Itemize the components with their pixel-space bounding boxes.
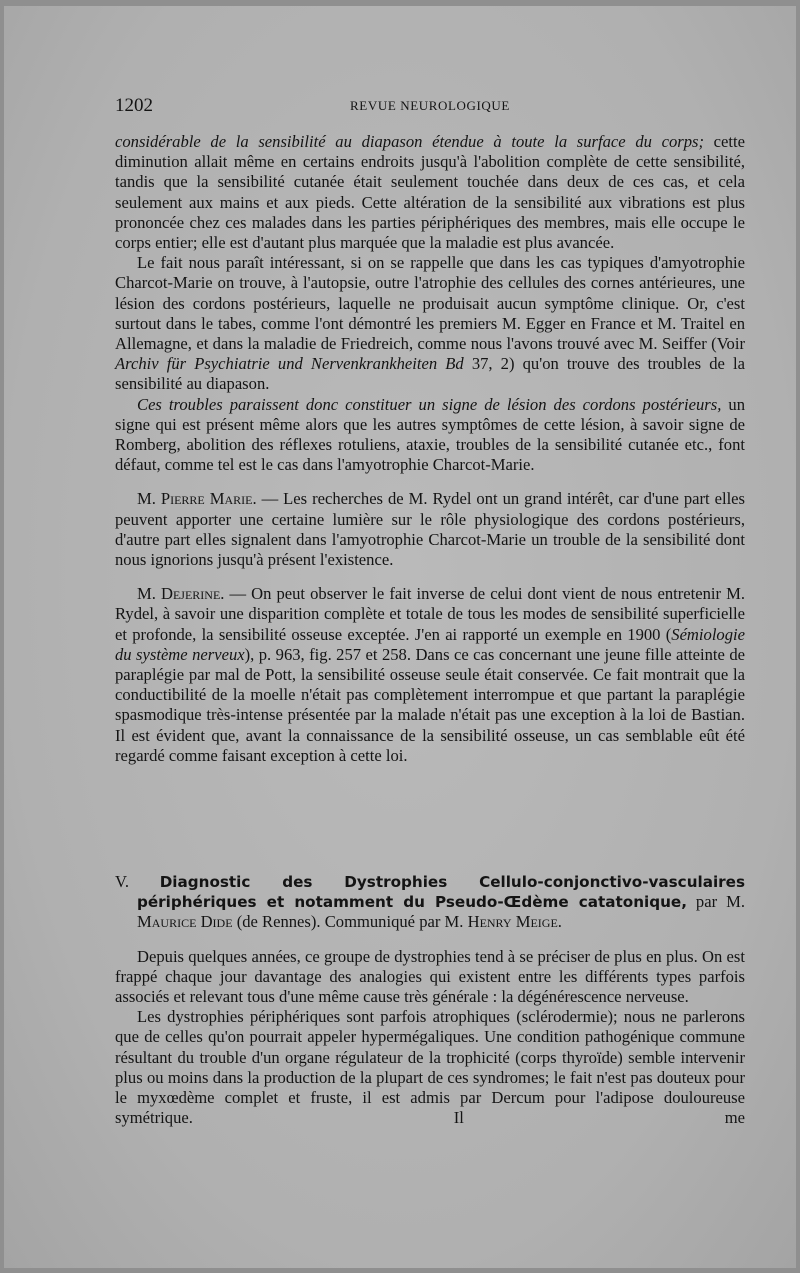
- paragraph-3-text: un signe qui est présent même alors que les autres symptômes de cette lésion, à savoir signe de Romberg, abolition des réflexes rotuliens, ataxie, troubles de la sensibilité cutanée etc., font défaut, comme tel est le cas dans l'amyotrophie Charcot-Marie.: [115, 394, 746, 475]
- section-numeral: V.: [115, 872, 129, 891]
- speaker-dejerine: M. Dejerine.: [137, 584, 225, 604]
- body-text-top: [115, 132, 745, 766]
- page-header: [115, 95, 745, 117]
- section-end: .: [557, 912, 562, 932]
- speaker-pierre-marie: M. Pierre Marie.: [137, 489, 257, 509]
- section-title: Diagnostic des Dystrophies Cellulo-conjonctivo-vasculaires périphériques et notamment du Pseudo-Œdème catatonique,: [137, 873, 745, 912]
- running-title: REVUE NEUROLOGIQUE: [350, 98, 510, 113]
- journal-title: Archiv für Psychiatrie und Nervenkrankheiten Bd: [115, 354, 464, 374]
- section-communicant: M. Henry Meige: [444, 912, 558, 932]
- paragraph-7: Les dystrophies périphériques sont parfois atrophiques (sclérodermie); nous ne parlerons que de celles qu'on pourrait appeler hypermégaliques. Une condition pathogénique commune résultant du trouble d'un organe régulateur de la trophicité (corps thyroïde) semble intervenir plus ou moins dans la production de la plupart de ces syndromes; le fait n'est pas douteux pour le myxœdème complet et fruste, il est admis par Dercum pour l'adipose douloureuse symétrique. Il me: [115, 1007, 745, 1128]
- paragraph-2-text-a: Le fait nous paraît intéressant, si on se rappelle que dans les cas typiques d'amyotrophie Charcot-Marie on trouve, à l'autopsie, outre l'atrophie des cellules des cornes antérieures, une lésion des cordons postérieurs, laquelle ne produisait aucun symptôme clinique. Or, c'est surtout dans le tabes, comme l'ont démontré les premiers M. Egger en France et M. Traitel en Allemagne, et dans la maladie de Friedreich, comme nous l'avons trouvé avec M. Seiffer (Voir: [115, 253, 745, 354]
- body-text-bottom: [115, 872, 745, 1128]
- paragraph-2: [115, 253, 745, 394]
- paragraph-1: [115, 132, 745, 253]
- paragraph-1-text: cette diminution allait même en certains endroits jusqu'à l'abolition complète de cette sensibilité, tandis que la sensibilité cutanée était seulement touchée dans deux de ces cas, et cela seulement aux mains et aux pieds. Cette altération de la sensibilité aux vibrations est plus prononcée chez ces malades dans les parties périphériques des membres, mais elle occupe le corps entier; elle est d'autant plus marquée que la maladie est plus avancée.: [115, 132, 745, 253]
- page-number: 1202: [115, 95, 153, 116]
- paragraph-2-text-b: 37, 2) qu'on trouve des troubles de la sensibilité au diapason.: [115, 354, 745, 394]
- paragraph-1-italic: considérable de la sensibilité au diapason étendue à toute la surface du corps;: [115, 132, 704, 151]
- section-author-place: (de Rennes). Communiqué par: [232, 912, 445, 932]
- paragraph-dejerine-text-a: — On peut observer le fait inverse de celui dont vient de nous entretenir M. Rydel, à savoir une disparition complète et totale de tous les modes de sensibilité superficielle et profonde, la sensibilité osseuse exceptée. J'en ai rapporté un exemple en 1900 (: [115, 584, 745, 644]
- paragraph-6: Depuis quelques années, ce groupe de dystrophies tend à se préciser de plus en plus. On est frappé chaque jour davantage des analogies qui existent entre les différents types parfois associés et relevant tous d'une même cause très générale : la dégénérescence nerveuse.: [115, 946, 745, 1007]
- section-heading: [115, 872, 745, 933]
- paragraph-pierre-marie: [115, 489, 745, 570]
- paragraph-dejerine-text-b: ), p. 963, fig. 257 et 258. Dans ce cas concernant une jeune fille atteinte de paraplégie par mal de Pott, la sensibilité osseuse seule était conservée. Ce fait montrait que la conductibilité de la moelle n'était pas complètement interrompue et que partant la paraplégie spasmodique très-intense présentée par la malade n'était pas une exception à la loi de Bastian. Il est évident que, avant la connaissance de la sensibilité osseuse, un cas semblable eût été regardé comme faisant exception à cette loi.: [115, 644, 745, 765]
- paragraph-dejerine: [115, 584, 745, 766]
- paragraph-3-italic: Ces troubles paraissent donc constituer un signe de lésion des cordons postérieurs,: [137, 394, 722, 414]
- book-title: Sémiologie du système nerveux: [115, 624, 745, 664]
- paragraph-3: [115, 395, 745, 476]
- section-par: par: [686, 892, 727, 912]
- paragraph-pierre-marie-text: — Les recherches de M. Rydel ont un grand intérêt, car d'une part elles peuvent apporter une certaine lumière sur le rôle physiologique des cordons postérieurs, d'autre part elles signalent dans l'amyotrophie Charcot-Marie un trouble de la sensibilité dont nous ignorions jusqu'à présent l'existence.: [115, 489, 746, 570]
- section-author: M. Maurice Dide: [137, 892, 745, 932]
- document-page: [4, 6, 796, 1268]
